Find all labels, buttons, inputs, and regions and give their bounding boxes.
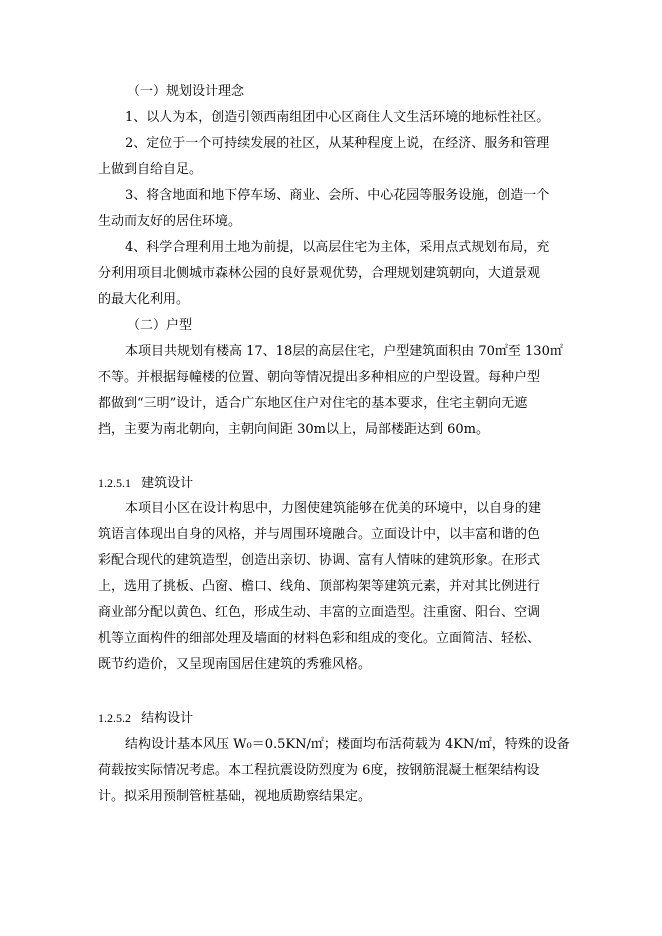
architecture-line-3: 彩配合现代的建筑造型，创造出亲切、协调、富有人情味的建筑形象。在形式	[98, 553, 541, 568]
units-line-4: 挡，主要为南北朝向，主朝向间距 30m以上，局部楼距达到 60m。	[98, 422, 490, 437]
concept-line-1: 1、以人为本，创造引领西南组团中心区商住人文生活环境的地标性社区。	[125, 110, 550, 125]
structure-line-3: 计。拟采用预制管桩基础，视地质勘察结果定。	[98, 789, 372, 804]
architecture-line-5: 商业部分配以黄色、红色，形成生动、丰富的立面造型。注重窗、阳台、空调	[98, 605, 541, 620]
architecture-heading	[98, 475, 193, 491]
concept-line-6: 4、科学合理利用土地为前提，以高层住宅为主体，采用点式规划布局，充	[125, 240, 550, 255]
units-line-2: 不等。并根据每幢楼的位置、朝向等情况提出多种相应的户型设置。每种户型	[98, 370, 541, 385]
concept-line-7: 分利用项目北侧城市森林公园的良好景观优势，合理规划建筑朝向，大道景观	[98, 266, 541, 281]
units-heading: （二）户型	[127, 318, 193, 333]
concept-line-8: 的最大化利用。	[98, 292, 190, 307]
architecture-line-1: 本项目小区在设计构思中，力图使建筑能够在优美的环境中，以自身的建	[125, 501, 542, 516]
units-line-3: 都做到“三明”设计，适合广东地区住户对住宅的基本要求，住宅主朝向无遮	[98, 396, 528, 411]
concept-line-5: 生动而友好的居住环境。	[98, 214, 242, 229]
architecture-line-7: 既节约造价，又呈现南国居住建筑的秀雅风格。	[98, 657, 372, 672]
structure-section-number: 1.2.5.2	[98, 711, 131, 725]
concept-line-4: 3、将含地面和地下停车场、商业、会所、中心花园等服务设施，创造一个	[125, 188, 550, 203]
architecture-line-4: 上，选用了挑板、凸窗、檐口、线角、顶部构架等建筑元素，并对其比例进行	[98, 579, 541, 594]
concept-line-2: 2、定位于一个可持续发展的社区，从某种程度上说，在经济、服务和管理	[125, 136, 550, 151]
architecture-line-6: 机等立面构件的细部处理及墙面的材料色彩和组成的变化。立面简洁、轻松、	[98, 631, 541, 646]
concept-line-3: 上做到自给自足。	[98, 162, 203, 177]
architecture-line-2: 筑语言体现出自身的风格，并与周围环境融合。立面设计中，以丰富和谐的色	[98, 527, 541, 542]
concept-heading: （一）规划设计理念	[127, 84, 245, 99]
architecture-section-title: 建筑设计	[141, 476, 194, 491]
structure-heading	[98, 710, 193, 726]
structure-line-1: 结构设计基本风压 W₀＝0.5KN/㎡；楼面均布活荷载为 4KN/㎡，特殊的设备	[125, 737, 570, 752]
structure-line-2: 荷载按实际情况考虑。本工程抗震设防烈度为 6度，按钢筋混凝土框架结构设	[98, 763, 540, 778]
units-line-1: 本项目共规划有楼高 17、18层的高层住宅，户型建筑面积由 70㎡至 130㎡	[125, 344, 563, 359]
architecture-section-number: 1.2.5.1	[98, 476, 131, 490]
structure-section-title: 结构设计	[141, 711, 194, 726]
